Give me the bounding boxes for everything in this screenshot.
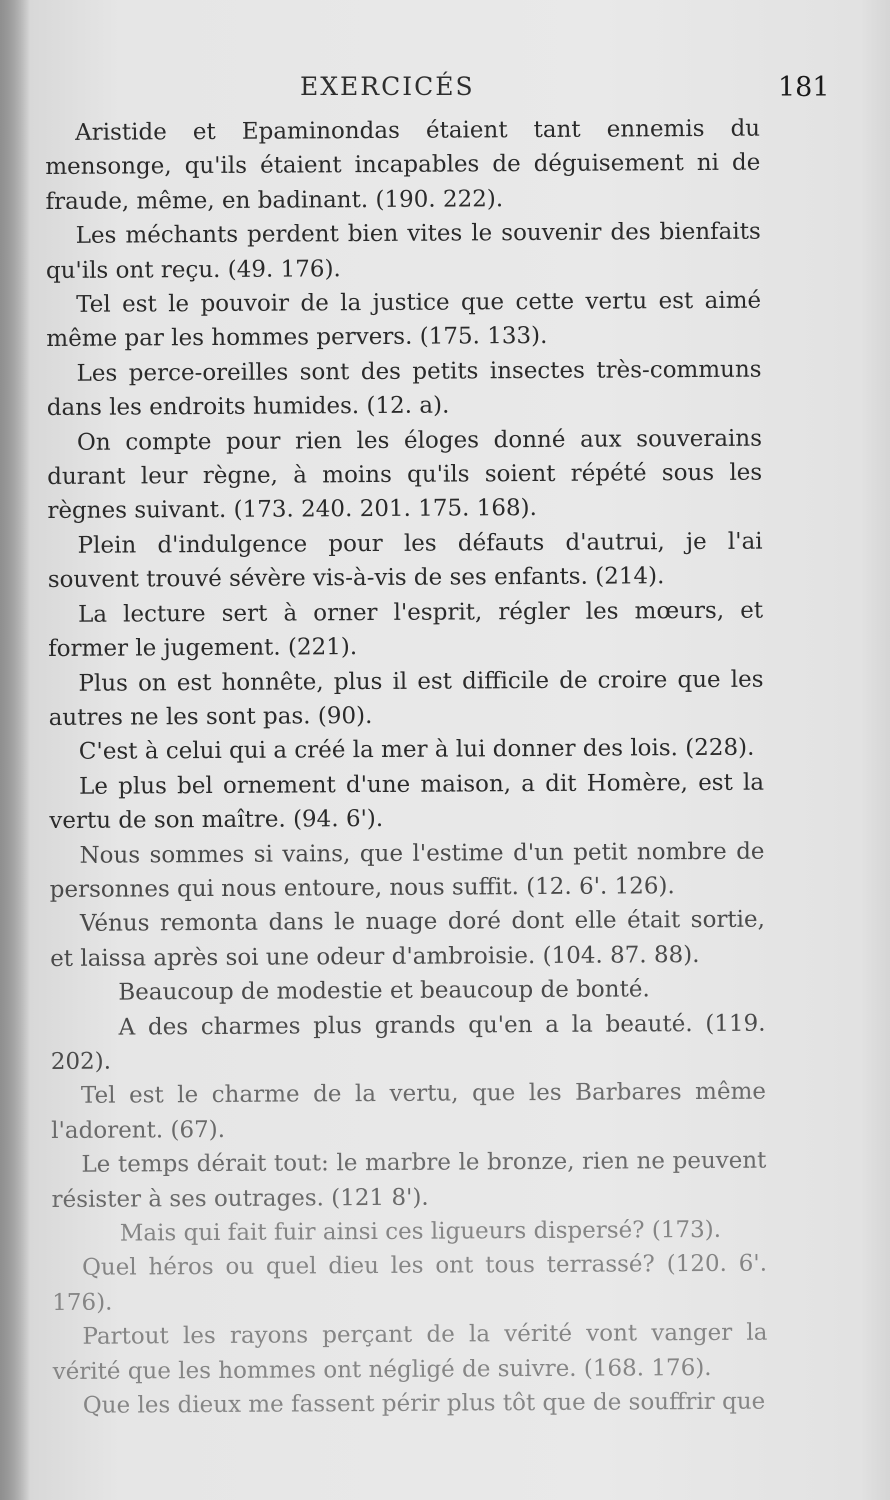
exercise-paragraph: Plein d'indulgence pour les défauts d'autrui, je l'ai souvent trouvé sévère vis-à-vis de ses enfants. (214). <box>47 528 763 594</box>
exercise-paragraph: Le temps dérait tout: le marbre le bronze, rien ne peuvent résister à ses outrages. (121 8'). <box>51 1147 767 1213</box>
exercise-paragraph: On compte pour rien les éloges donné aux souverains durant leur règne, à moins qu'ils soient répété sous les règnes suivant. (173. 240. 201. 175. 168). <box>47 425 763 525</box>
exercise-paragraph: Tel est le pouvoir de la justice que cette vertu est aimé même par les hommes pervers. (175. 133). <box>46 287 762 353</box>
verse-line: Quel héros ou quel dieu les ont tous terrassé? (120. 6'. 176). <box>52 1251 768 1316</box>
exercise-paragraph: Les perce-oreilles sont des petits insectes très-communs dans les endroits humides. (12. a). <box>46 356 762 422</box>
exercise-paragraph: Que les dieux me fassent périr plus tôt que de souffrir que <box>82 1388 766 1419</box>
spine-shadow <box>0 0 30 1500</box>
exercise-text <box>45 112 768 1424</box>
exercise-paragraph: Partout les rayons perçant de la vérité vont vanger la vérité que les hommes ont négligé de suivre. (168. 176). <box>52 1319 768 1385</box>
page-number: 181 <box>778 72 830 103</box>
exercise-paragraph: Aristide et Epaminondas étaient tant ennemis du mensonge, qu'ils étaient incapables de déguisement ni de fraude, même, en badinant. (190. 222). <box>45 115 761 215</box>
verse-line: Mais qui fait fuir ainsi ces ligueurs dispersé? (173). <box>119 1216 722 1247</box>
exercise-paragraph: Les méchants perdent bien vites le souvenir des bienfaits qu'ils ont reçu. (49. 176). <box>45 218 761 284</box>
exercise-paragraph: La lecture sert à orner l'esprit, régler les mœurs, et former le jugement. (221). <box>48 597 764 663</box>
page-header <box>0 72 890 112</box>
exercise-paragraph: C'est à celui qui a créé la mer à lui donner des lois. (228). <box>78 734 755 766</box>
verse-line: Beaucoup de modestie et beaucoup de bonté. <box>118 976 650 1006</box>
exercise-paragraph: Vénus remonta dans le nuage doré dont elle était sortie, et laissa après soi une odeur d'ambroisie. (104. 87. 88). <box>50 906 766 972</box>
exercise-paragraph: Plus on est honnête, plus il est difficile de croire que les autres ne les sont pas. (90). <box>48 666 764 731</box>
exercise-paragraph: Tel est le charme de la vertu, que les Barbares même l'adorent. (67). <box>51 1078 767 1144</box>
running-title: EXERCICÉS <box>300 72 475 101</box>
verse-line: A des charmes plus grands qu'en a la beauté. (119. 202). <box>50 1010 766 1075</box>
exercise-paragraph: Le plus bel ornement d'une maison, a dit Homère, est la vertu de son maître. (94. 6'). <box>49 769 765 835</box>
exercise-paragraph: Nous sommes si vains, que l'estime d'un petit nombre de personnes qui nous entoure, nous suffit. (12. 6'. 126). <box>49 838 765 903</box>
